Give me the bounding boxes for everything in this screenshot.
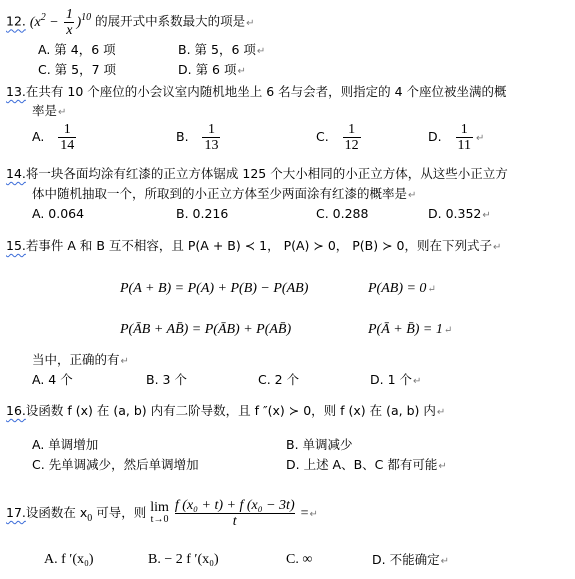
q13-number: 13.	[6, 84, 26, 99]
q15-formula-3: P(ĀB + AB̄) = P(ĀB) + P(AB̄)	[120, 322, 292, 337]
q13-option-d: D. $\frac{1}{11}$ ↵	[428, 122, 485, 153]
q17-number: 17.	[6, 505, 26, 520]
return-mark-icon: ↵	[309, 509, 318, 520]
q13-option-c: C. $\frac{1}{12}$	[316, 122, 359, 153]
q12-option-b: B. 第 5，6 项↵	[178, 42, 266, 57]
q14-option-a: A. 0.064	[32, 206, 85, 221]
q14-number: 14.	[6, 166, 26, 181]
q13-stem-line1	[6, 84, 507, 100]
q15-formula-1: P(A + B) = P(A) + P(B) − P(AB)	[120, 281, 309, 296]
return-mark-icon: ↵	[58, 107, 67, 118]
q16-option-c: C. 先单调减少，然后单调增加	[32, 457, 199, 472]
q13-option-a: A. $\frac{1}{14}$	[32, 122, 75, 153]
return-mark-icon: ↵	[408, 190, 417, 201]
return-mark-icon: ↵	[476, 133, 485, 144]
q14-option-b: B. 0.216	[176, 206, 229, 221]
q14-stem-line1	[6, 166, 508, 182]
q13-option-b: B. $\frac{1}{13}$	[176, 122, 219, 153]
q13-text1: 在共有 10 个座位的小会议室内随机地坐上 6 名与会者，则指定的 4 个座位被坐满的概	[25, 84, 507, 99]
q15-formula-4: P(Ā + B̄) = 1↵	[368, 322, 453, 337]
q17-option-a: A. f ′(x₀)	[44, 552, 94, 567]
q15-text: 若事件 A 和 B 互不相容，且 P(A + B) ≺ 1， P(A) ≻ 0， P(B) ≻ 0，则在下列式子	[25, 238, 492, 253]
q15-stem	[6, 238, 501, 256]
q17-stem: 17.设函数在 $x_0$ 可导，则 lim t→0 $\frac{\text{f (x₀ + t) + f (x₀ − 3t)}}{t}$ =↵	[6, 498, 318, 529]
q14-option-d: D. 0.352↵	[428, 206, 491, 221]
q16-option-a: A. 单调增加	[32, 437, 99, 452]
q14-stem-line2: 体中随机抽取一个，所取到的小正立方体至少两面涂有红漆的概率是↵	[32, 186, 417, 201]
q12-expression: ($x^2$ − $\frac{1}{x}$ )$^{10}$	[29, 7, 92, 38]
q15-option-d: D. 1 个↵	[370, 372, 422, 387]
return-mark-icon: ↵	[413, 376, 422, 387]
q15-option-a: A. 4 个	[32, 372, 73, 387]
return-mark-icon: ↵	[493, 242, 502, 253]
return-mark-icon: ↵	[482, 210, 491, 221]
q17-limit: lim t→0	[150, 499, 169, 525]
return-mark-icon: ↵	[440, 556, 449, 567]
q14-text1: 将一块各面均涂有红漆的正立方体锯成 125 个大小相同的小正立方体，从这些小正立方	[25, 166, 508, 181]
q17-option-d: D. 不能确定↵	[372, 552, 449, 567]
q12-option-a: A. 第 4，6 项	[38, 42, 116, 57]
q17-fraction: $\frac{\text{f (x₀ + t) + f (x₀ − 3t)}}{t}$	[174, 498, 295, 529]
q17-option-c: C. ∞	[286, 552, 313, 567]
q16-number: 16.	[6, 403, 26, 418]
q15-formula-2: P(AB) = 0↵	[368, 281, 436, 296]
return-mark-icon: ↵	[246, 17, 255, 29]
q14-option-c: C. 0.288	[316, 206, 369, 221]
q17-option-b: B. − 2 f ′(x₀)	[148, 552, 219, 567]
return-mark-icon: ↵	[237, 66, 246, 77]
q16-option-d: D. 上述 A、B、C 都有可能↵	[286, 457, 447, 472]
q15-number: 15.	[6, 238, 26, 253]
q12-stem	[6, 7, 255, 38]
q12-number: 12.	[6, 13, 26, 29]
q15-option-c: C. 2 个	[258, 372, 300, 387]
q12-option-c: C. 第 5，7 项	[38, 62, 117, 77]
q16-option-b: B. 单调减少	[286, 437, 353, 452]
q15-option-b: B. 3 个	[146, 372, 187, 387]
q15-footer: 当中，正确的有↵	[32, 352, 129, 367]
return-mark-icon: ↵	[443, 325, 453, 336]
q16-text: 设函数 f (x) 在 (a, b) 内有二阶导数，且 f ″(x) ≻ 0，则 f (x) 在 (a, b) 内	[25, 403, 436, 418]
q13-stem-line2: 率是↵	[32, 103, 67, 118]
return-mark-icon: ↵	[438, 461, 447, 472]
q12-option-d: D. 第 6 项↵	[178, 62, 246, 77]
return-mark-icon: ↵	[436, 407, 446, 418]
q12-text: 的展开式中系数最大的项是	[95, 13, 246, 29]
q16-stem	[6, 403, 445, 421]
return-mark-icon: ↵	[120, 356, 129, 367]
return-mark-icon: ↵	[427, 284, 436, 295]
return-mark-icon: ↵	[256, 46, 266, 57]
